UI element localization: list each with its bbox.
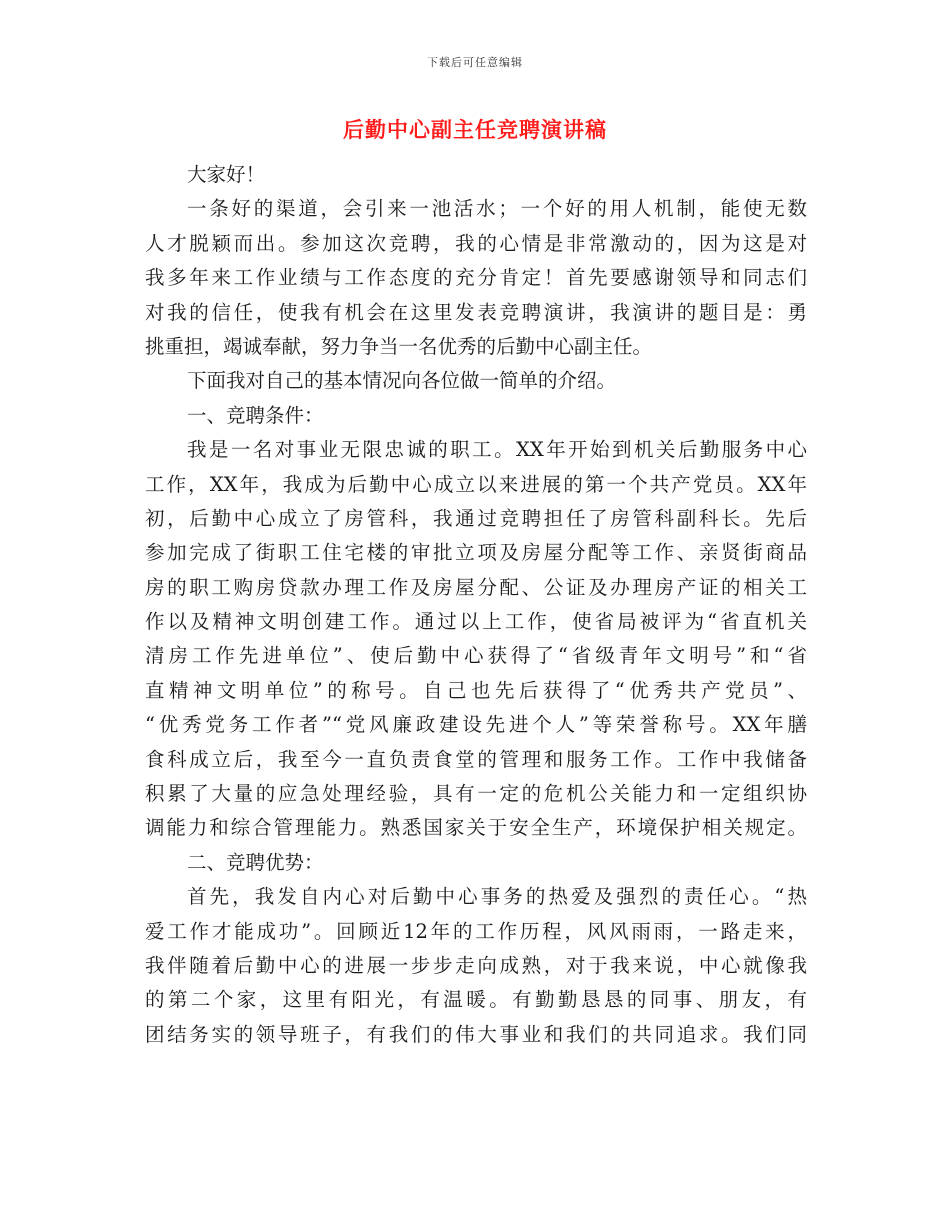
body-line: 人才脱颖而出。参加这次竞聘，我的心情是非常激动的，因为这是对 [145, 231, 807, 255]
body-line: 团结务实的领导班子，有我们的伟大事业和我们的共同追求。我们同 [145, 1022, 807, 1046]
body-line: 作以及精神文明创建工作。通过以上工作，使省局被评为“省直机关 [145, 610, 807, 634]
body-line: 一条好的渠道，会引来一池活水；一个好的用人机制，能使无数 [187, 197, 807, 221]
body-line: 下面我对自己的基本情况向各位做一简单的介绍。 [187, 369, 617, 393]
body-line: “优秀党务工作者”“党风廉政建设先进个人”等荣誉称号。XX年膳 [145, 713, 807, 737]
body-line: 参加完成了街职工住宅楼的审批立项及房屋分配等工作、亲贤街商品 [145, 541, 807, 565]
body-line: 工作，XX年，我成为后勤中心成立以来进展的第一个共产党员。XX年 [145, 472, 807, 496]
body-line: 直精神文明单位”的称号。自己也先后获得了“优秀共产党员”、 [145, 678, 807, 702]
body-line: 我是一名对事业无限忠诚的职工。XX年开始到机关后勤服务中心 [187, 438, 807, 462]
document-title: 后勤中心副主任竞聘演讲稿 [343, 117, 607, 142]
body-line: 首先，我发自内心对后勤中心事务的热爱及强烈的责任心。“热 [187, 885, 807, 909]
body-line: 一、竞聘条件： [187, 403, 324, 427]
body-line: 积累了大量的应急处理经验，具有一定的危机公关能力和一定组织协 [145, 782, 807, 806]
header-note: 下载后可任意编辑 [427, 56, 523, 69]
body-line: 挑重担，竭诚奉献，努力争当一名优秀的后勤中心副主任。 [145, 334, 653, 358]
body-line: 爱工作才能成功”。回顾近12年的工作历程，风风雨雨，一路走来， [145, 919, 807, 943]
body-line: 的第二个家，这里有阳光，有温暖。有勤勤恳恳的同事、朋友，有 [145, 988, 807, 1012]
body-line: 清房工作先进单位”、使后勤中心获得了“省级青年文明号”和“省 [145, 644, 807, 668]
body-line: 对我的信任，使我有机会在这里发表竞聘演讲，我演讲的题目是：勇 [145, 300, 807, 324]
body-line: 调能力和综合管理能力。熟悉国家关于安全生产，环境保护相关规定。 [145, 816, 807, 840]
body-line: 房的职工购房贷款办理工作及房屋分配、公证及办理房产证的相关工 [145, 575, 807, 599]
body-line: 我多年来工作业绩与工作态度的充分肯定！首先要感谢领导和同志们 [145, 266, 807, 290]
body-line: 食科成立后，我至今一直负责食堂的管理和服务工作。工作中我储备 [145, 747, 807, 771]
body-line: 我伴随着后勤中心的进展一步步走向成熟，对于我来说，中心就像我 [145, 953, 807, 977]
body-line: 大家好！ [187, 163, 266, 186]
body-line: 二、竞聘优势： [187, 850, 324, 874]
body-line: 初，后勤中心成立了房管科，我通过竞聘担任了房管科副科长。先后 [145, 506, 807, 530]
document-body [145, 158, 807, 1052]
